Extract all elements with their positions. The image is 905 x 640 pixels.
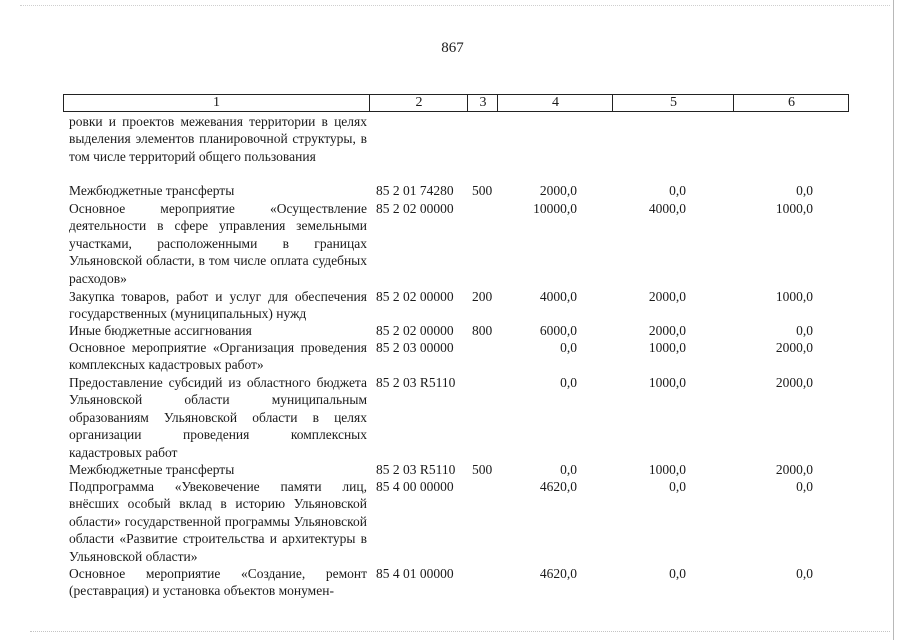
row-description: Иные бюджетные ассигнования bbox=[69, 323, 252, 338]
row-description: Межбюджетные трансферты bbox=[69, 462, 235, 477]
row-amount-col5: 4000,0 bbox=[648, 201, 686, 216]
row-amount-col4: 0,0 bbox=[560, 375, 577, 390]
row-code: 85 2 03 00000 bbox=[376, 340, 454, 355]
row-amount-col6: 1000,0 bbox=[775, 289, 813, 304]
row-code: 85 2 02 00000 bbox=[376, 201, 454, 216]
row-amount-col6: 0,0 bbox=[796, 566, 813, 581]
row-description: Подпрограмма «Увековечение памяти лиц, внёсших особый вклад в историю Ульяновской области» государственной программы Ульяновской области «Развитие строительства и архитектуры в Ульяновской области» bbox=[69, 479, 367, 564]
row-description: Межбюджетные трансферты bbox=[69, 183, 235, 198]
row-amount-col5: 0,0 bbox=[669, 183, 686, 198]
page-right-edge bbox=[893, 0, 894, 640]
row-code: 85 2 03 R5110 bbox=[376, 462, 456, 477]
row-amount-col6: 0,0 bbox=[796, 183, 813, 198]
row-amount-col5: 1000,0 bbox=[648, 462, 686, 477]
row-description: Закупка товаров, работ и услуг для обеспечения государственных (муниципальных) нужд bbox=[69, 289, 367, 322]
header-col-4: 4 bbox=[497, 95, 613, 111]
row-amount-col4: 4620,0 bbox=[539, 566, 577, 581]
page-top-edge bbox=[20, 5, 890, 6]
row-amount-col6: 2000,0 bbox=[775, 375, 813, 390]
row-amount-col4: 2000,0 bbox=[539, 183, 577, 198]
row-amount-col6: 0,0 bbox=[796, 479, 813, 494]
row-description: ровки и проектов межевания территории в целях выделения элементов планировочной структуры, в том числе территорий общего пользования bbox=[69, 114, 367, 164]
page-number: 867 bbox=[441, 40, 464, 56]
row-amount-col4: 4000,0 bbox=[539, 289, 577, 304]
row-amount-col6: 0,0 bbox=[796, 323, 813, 338]
row-code: 85 2 02 00000 bbox=[376, 323, 454, 338]
header-col-2: 2 bbox=[369, 95, 468, 111]
row-amount-col4: 4620,0 bbox=[539, 479, 577, 494]
row-amount-col6: 2000,0 bbox=[775, 340, 813, 355]
row-amount-col6: 1000,0 bbox=[775, 201, 813, 216]
row-description: Основное мероприятие «Организация проведения комплексных кадастровых работ» bbox=[69, 340, 367, 373]
row-expense-type: 800 bbox=[472, 323, 493, 338]
row-expense-type: 500 bbox=[472, 462, 493, 477]
header-col-3: 3 bbox=[467, 95, 498, 111]
row-amount-col5: 0,0 bbox=[669, 566, 686, 581]
row-code: 85 4 00 00000 bbox=[376, 479, 454, 494]
row-description: Основное мероприятие «Осуществление деятельности в сфере управления земельными участками, расположенными в границах Ульяновской области, в том числе оплата судебных расходов» bbox=[69, 201, 367, 286]
row-amount-col5: 2000,0 bbox=[648, 323, 686, 338]
row-amount-col4: 10000,0 bbox=[533, 201, 577, 216]
row-amount-col5: 1000,0 bbox=[648, 340, 686, 355]
row-amount-col6: 2000,0 bbox=[775, 462, 813, 477]
row-description: Основное мероприятие «Создание, ремонт (реставрация) и установка объектов монумен- bbox=[69, 566, 367, 599]
row-amount-col5: 2000,0 bbox=[648, 289, 686, 304]
row-expense-type: 200 bbox=[472, 289, 493, 304]
row-amount-col5: 1000,0 bbox=[648, 375, 686, 390]
header-col-6: 6 bbox=[733, 95, 849, 111]
row-expense-type: 500 bbox=[472, 183, 493, 198]
row-amount-col4: 0,0 bbox=[560, 462, 577, 477]
row-code: 85 2 01 74280 bbox=[376, 183, 454, 198]
row-amount-col4: 6000,0 bbox=[539, 323, 577, 338]
row-code: 85 2 02 00000 bbox=[376, 289, 454, 304]
page-bottom-edge bbox=[30, 631, 890, 632]
row-description: Предоставление субсидий из областного бюджета Ульяновской области муниципальным образованиям Ульяновской области в целях организации проведения комплексных кадастровых работ bbox=[69, 375, 367, 460]
header-col-1: 1 bbox=[213, 95, 220, 110]
row-code: 85 2 03 R5110 bbox=[376, 375, 456, 390]
row-code: 85 4 01 00000 bbox=[376, 566, 454, 581]
row-amount-col4: 0,0 bbox=[560, 340, 577, 355]
table-header bbox=[63, 94, 849, 112]
header-col-5: 5 bbox=[612, 95, 734, 111]
row-amount-col5: 0,0 bbox=[669, 479, 686, 494]
